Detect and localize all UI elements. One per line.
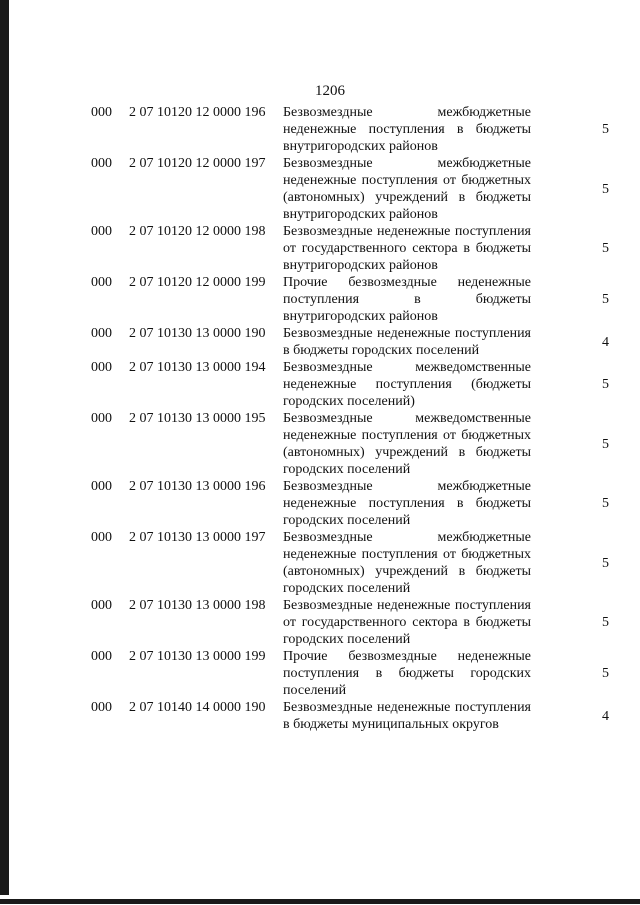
- row-value: 5: [602, 241, 609, 256]
- row-value: 5: [602, 292, 609, 307]
- row-value: 5: [602, 436, 609, 452]
- table-row: [91, 155, 609, 223]
- table-row: [91, 648, 609, 699]
- classification-code: 2 07 10130 13 0000 199: [129, 649, 266, 664]
- table-row: [91, 478, 609, 529]
- row-value: 4: [602, 708, 609, 724]
- revenue-name: Прочие безвозмездные неденежные поступления в бюджеты городских поселений: [283, 649, 531, 698]
- revenue-name: Безвозмездные межведомственные неденежные поступления (бюджеты городских поселений): [283, 360, 531, 409]
- classification-code: 2 07 10130 13 0000 198: [129, 598, 266, 613]
- classification-code: 2 07 10120 12 0000 197: [129, 156, 266, 171]
- revenue-name: Безвозмездные межбюджетные неденежные поступления в бюджеты внутригородских районов: [283, 105, 531, 154]
- revenue-name: Прочие безвозмездные неденежные поступления в бюджеты внутригородских районов: [283, 275, 531, 324]
- revenue-name: Безвозмездные неденежные поступления от государственного сектора в бюджеты внутригородских районов: [283, 224, 531, 273]
- revenue-name: Безвозмездные межбюджетные неденежные поступления от бюджетных (автономных) учреждений в бюджеты городских поселений: [283, 530, 531, 596]
- table-row: [91, 104, 609, 155]
- page-number: 1206: [315, 83, 345, 99]
- classification-code: 2 07 10130 13 0000 190: [129, 326, 266, 341]
- table-row: [91, 529, 609, 597]
- budget-codes-table: [91, 104, 609, 733]
- row-value: 5: [602, 377, 609, 392]
- admin-code: 000: [91, 700, 112, 715]
- classification-code: 2 07 10140 14 0000 190: [129, 700, 266, 715]
- classification-code: 2 07 10120 12 0000 196: [129, 105, 266, 120]
- admin-code: 000: [91, 105, 112, 120]
- admin-code: 000: [91, 479, 112, 494]
- table-row: [91, 359, 609, 410]
- row-value: 5: [602, 555, 609, 571]
- classification-code: 2 07 10130 13 0000 195: [129, 411, 266, 426]
- row-value: 5: [602, 181, 609, 197]
- table-row: [91, 699, 609, 733]
- revenue-name: Безвозмездные межведомственные неденежные поступления от бюджетных (автономных) учреждений в бюджеты городских поселений: [283, 411, 531, 477]
- revenue-name: Безвозмездные неденежные поступления в бюджеты городских поселений: [283, 326, 531, 358]
- admin-code: 000: [91, 411, 112, 426]
- admin-code: 000: [91, 156, 112, 171]
- row-value: 5: [602, 122, 609, 137]
- table-row: [91, 274, 609, 325]
- classification-code: 2 07 10130 13 0000 197: [129, 530, 266, 545]
- revenue-name: Безвозмездные неденежные поступления от государственного сектора в бюджеты городских поселений: [283, 598, 531, 647]
- table-row: [91, 325, 609, 359]
- revenue-name: Безвозмездные межбюджетные неденежные поступления в бюджеты городских поселений: [283, 479, 531, 528]
- admin-code: 000: [91, 530, 112, 545]
- scan-bottom-edge: [0, 895, 640, 905]
- scan-left-edge: [0, 0, 9, 905]
- revenue-name: Безвозмездные неденежные поступления в бюджеты муниципальных округов: [283, 700, 531, 732]
- admin-code: 000: [91, 649, 112, 664]
- row-value: 5: [602, 666, 609, 681]
- table-row: [91, 597, 609, 648]
- table-body: [91, 104, 609, 733]
- classification-code: 2 07 10130 13 0000 196: [129, 479, 266, 494]
- row-value: 4: [602, 334, 609, 350]
- revenue-name: Безвозмездные межбюджетные неденежные поступления от бюджетных (автономных) учреждений в бюджеты внутригородских районов: [283, 156, 531, 222]
- table-row: [91, 223, 609, 274]
- admin-code: 000: [91, 326, 112, 341]
- row-value: 5: [602, 496, 609, 511]
- row-value: 5: [602, 615, 609, 630]
- admin-code: 000: [91, 360, 112, 375]
- admin-code: 000: [91, 598, 112, 613]
- admin-code: 000: [91, 224, 112, 239]
- admin-code: 000: [91, 275, 112, 290]
- classification-code: 2 07 10120 12 0000 198: [129, 224, 266, 239]
- classification-code: 2 07 10130 13 0000 194: [129, 360, 266, 375]
- classification-code: 2 07 10120 12 0000 199: [129, 275, 266, 290]
- table-row: [91, 410, 609, 478]
